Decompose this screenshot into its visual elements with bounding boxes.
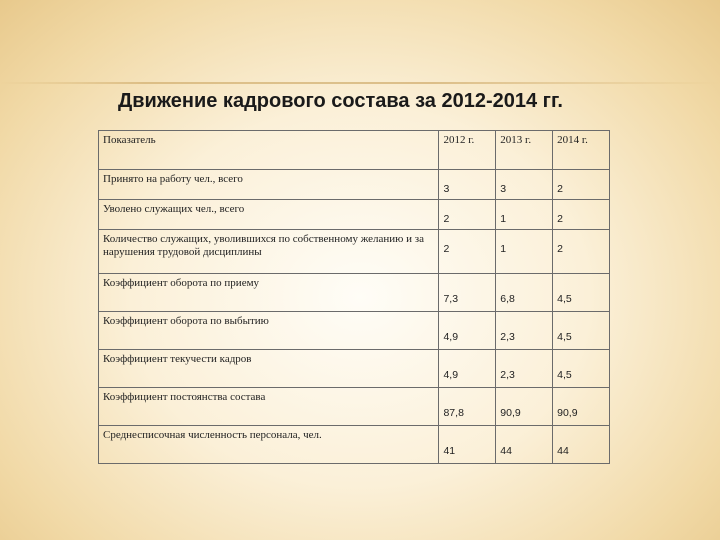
- table-row: [99, 274, 610, 312]
- table-row: [99, 426, 610, 464]
- decorative-rule: [0, 82, 720, 84]
- slide-title: Движение кадрового состава за 2012-2014 гг.: [118, 90, 563, 112]
- row-label: Коэффициент оборота по выбытию: [99, 312, 439, 350]
- cell-value: 1: [500, 243, 507, 255]
- row-label: Принято на работу чел., всего: [99, 170, 439, 200]
- cell-value: 1: [500, 213, 507, 225]
- row-label: Количество служащих, уволившихся по собственному желанию и за нарушения трудовой дисциплины: [99, 230, 439, 274]
- cell-value: 44: [557, 445, 569, 457]
- cell-value: 4,5: [557, 293, 572, 305]
- cell-value: 2: [443, 243, 450, 255]
- cell-value: 2: [557, 183, 563, 195]
- table-row: [99, 388, 610, 426]
- table-row: [99, 200, 610, 230]
- cell-value: 7,3: [443, 293, 459, 305]
- cell-value: 2: [557, 213, 563, 225]
- cell-value: 2,3: [500, 369, 515, 381]
- cell-value: 4,5: [557, 331, 572, 343]
- cell-value: 41: [443, 445, 456, 457]
- cell-value: 4,9: [443, 331, 459, 343]
- cell-value: 4,5: [557, 369, 572, 381]
- table-row: [99, 230, 610, 274]
- header-2014: 2014 г.: [553, 131, 610, 170]
- cell-value: 87,8: [443, 407, 464, 419]
- table-row: [99, 170, 610, 200]
- row-label: Уволено служащих чел., всего: [99, 200, 439, 230]
- table-row: [99, 312, 610, 350]
- table-header-row: [99, 131, 610, 170]
- cell-value: 2,3: [500, 331, 515, 343]
- header-2012: 2012 г.: [439, 131, 496, 170]
- cell-value: 2: [557, 243, 563, 255]
- row-label: Коэффициент постоянства состава: [99, 388, 439, 426]
- cell-value: 4,9: [443, 369, 459, 381]
- header-2013: 2013 г.: [496, 131, 553, 170]
- cell-value: 3: [500, 183, 507, 195]
- header-indicator: Показатель: [99, 131, 439, 170]
- cell-value: 3: [443, 183, 450, 195]
- row-label: Среднесписочная численность персонала, чел.: [99, 426, 439, 464]
- cell-value: 90,9: [500, 407, 521, 419]
- cell-value: 2: [443, 213, 450, 225]
- staff-movement-table: [98, 130, 610, 464]
- cell-value: 90,9: [557, 407, 578, 419]
- cell-value: 6,8: [500, 293, 515, 305]
- row-label: Коэффициент текучести кадров: [99, 350, 439, 388]
- row-label: Коэффициент оборота по приему: [99, 274, 439, 312]
- table-row: [99, 350, 610, 388]
- cell-value: 44: [500, 445, 512, 457]
